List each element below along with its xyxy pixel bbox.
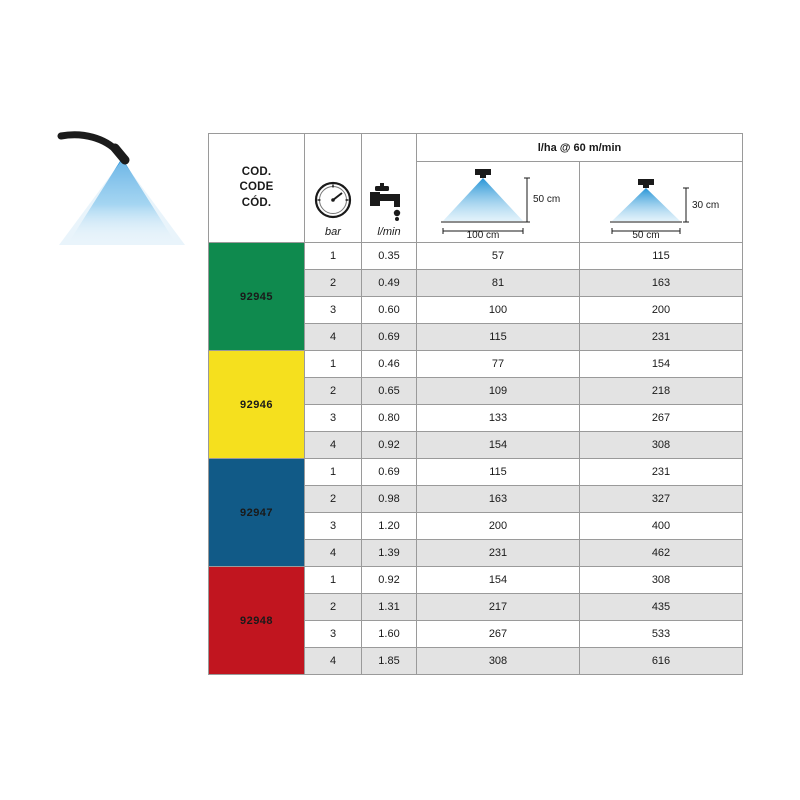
lance-pipe-icon xyxy=(61,135,118,152)
lha-30cm-value-cell: 267 xyxy=(580,405,743,432)
header-bar-unit: bar xyxy=(325,226,341,238)
bar-value-cell: 1 xyxy=(305,351,362,378)
lmin-value-cell: 1.85 xyxy=(362,648,417,675)
bar-value-cell: 2 xyxy=(305,270,362,297)
lha-30cm-value-cell: 163 xyxy=(580,270,743,297)
header-code-cell xyxy=(209,134,305,243)
lha-30cm-value-cell: 231 xyxy=(580,459,743,486)
bar-value-cell: 3 xyxy=(305,621,362,648)
spray-30cm-height-label: 30 cm xyxy=(692,200,720,211)
lha-50cm-value-cell: 100 xyxy=(417,297,580,324)
header-code-line3: CÓD. xyxy=(241,196,272,209)
spray-pattern-30cm-icon xyxy=(586,165,736,239)
nozzle-spray-illustration xyxy=(55,130,215,270)
table-row xyxy=(209,567,743,594)
bar-value-cell: 2 xyxy=(305,486,362,513)
lha-30cm-value-cell: 400 xyxy=(580,513,743,540)
lmin-value-cell: 1.39 xyxy=(362,540,417,567)
lmin-value-cell: 0.65 xyxy=(362,378,417,405)
lmin-value-cell: 0.69 xyxy=(362,324,417,351)
lmin-value-cell: 0.35 xyxy=(362,243,417,270)
table-row xyxy=(209,243,743,270)
lha-30cm-value-cell: 435 xyxy=(580,594,743,621)
spray-pattern-50cm-icon xyxy=(423,165,573,239)
lha-50cm-value-cell: 163 xyxy=(417,486,580,513)
lha-50cm-value-cell: 57 xyxy=(417,243,580,270)
header-code-line1: COD. xyxy=(241,165,272,178)
faucet-icon xyxy=(366,182,412,222)
lha-50cm-value-cell: 308 xyxy=(417,648,580,675)
product-code-cell: 92948 xyxy=(209,567,305,675)
product-code-cell: 92945 xyxy=(209,243,305,351)
product-code-cell: 92946 xyxy=(209,351,305,459)
nozzle-spray-svg xyxy=(55,130,215,270)
table-row xyxy=(209,459,743,486)
bar-value-cell: 1 xyxy=(305,567,362,594)
lha-30cm-value-cell: 616 xyxy=(580,648,743,675)
bar-value-cell: 2 xyxy=(305,378,362,405)
bar-value-cell: 2 xyxy=(305,594,362,621)
lmin-value-cell: 0.92 xyxy=(362,432,417,459)
lha-50cm-value-cell: 231 xyxy=(417,540,580,567)
spray-30cm-width-label: 50 cm xyxy=(632,230,660,239)
bar-value-cell: 1 xyxy=(305,243,362,270)
bar-value-cell: 3 xyxy=(305,513,362,540)
lmin-value-cell: 0.46 xyxy=(362,351,417,378)
spray-50cm-width-label: 100 cm xyxy=(466,230,500,239)
lmin-value-cell: 0.98 xyxy=(362,486,417,513)
header-spray-figure-50cm xyxy=(417,162,580,243)
lmin-value-cell: 0.60 xyxy=(362,297,417,324)
lha-50cm-value-cell: 267 xyxy=(417,621,580,648)
table-row xyxy=(209,351,743,378)
pressure-gauge-icon xyxy=(311,178,355,222)
lha-30cm-value-cell: 308 xyxy=(580,432,743,459)
bar-value-cell: 4 xyxy=(305,432,362,459)
lha-50cm-value-cell: 200 xyxy=(417,513,580,540)
lmin-value-cell: 1.60 xyxy=(362,621,417,648)
product-code-cell: 92947 xyxy=(209,459,305,567)
lha-30cm-value-cell: 231 xyxy=(580,324,743,351)
header-spray-figure-30cm xyxy=(580,162,743,243)
bar-value-cell: 4 xyxy=(305,540,362,567)
lha-30cm-value-cell: 115 xyxy=(580,243,743,270)
lmin-value-cell: 1.31 xyxy=(362,594,417,621)
header-lmin-cell xyxy=(362,134,417,243)
nozzle-tip-icon xyxy=(115,148,125,160)
lha-50cm-value-cell: 115 xyxy=(417,459,580,486)
bar-value-cell: 3 xyxy=(305,405,362,432)
lha-50cm-value-cell: 154 xyxy=(417,432,580,459)
lha-50cm-value-cell: 154 xyxy=(417,567,580,594)
lha-50cm-value-cell: 115 xyxy=(417,324,580,351)
bar-value-cell: 1 xyxy=(305,459,362,486)
lmin-value-cell: 0.80 xyxy=(362,405,417,432)
spray-50cm-height-label: 50 cm xyxy=(533,194,561,205)
lmin-value-cell: 1.20 xyxy=(362,513,417,540)
header-spray-title: l/ha @ 60 m/min xyxy=(417,134,743,162)
lha-30cm-value-cell: 200 xyxy=(580,297,743,324)
lha-30cm-value-cell: 218 xyxy=(580,378,743,405)
lmin-value-cell: 0.49 xyxy=(362,270,417,297)
bar-value-cell: 4 xyxy=(305,648,362,675)
lmin-value-cell: 0.69 xyxy=(362,459,417,486)
lha-30cm-value-cell: 533 xyxy=(580,621,743,648)
lha-50cm-value-cell: 77 xyxy=(417,351,580,378)
bar-value-cell: 3 xyxy=(305,297,362,324)
lha-30cm-value-cell: 308 xyxy=(580,567,743,594)
lha-30cm-value-cell: 462 xyxy=(580,540,743,567)
lha-50cm-value-cell: 217 xyxy=(417,594,580,621)
lha-50cm-value-cell: 109 xyxy=(417,378,580,405)
bar-value-cell: 4 xyxy=(305,324,362,351)
lmin-value-cell: 0.92 xyxy=(362,567,417,594)
lha-50cm-value-cell: 81 xyxy=(417,270,580,297)
lha-30cm-value-cell: 154 xyxy=(580,351,743,378)
lha-30cm-value-cell: 327 xyxy=(580,486,743,513)
lha-50cm-value-cell: 133 xyxy=(417,405,580,432)
header-code-line2: CODE xyxy=(239,181,274,194)
spray-mist-shape xyxy=(59,160,185,245)
header-bar-cell xyxy=(305,134,362,243)
spray-performance-table xyxy=(208,133,743,675)
table-header-row xyxy=(209,134,743,162)
header-lmin-unit: l/min xyxy=(377,226,401,238)
